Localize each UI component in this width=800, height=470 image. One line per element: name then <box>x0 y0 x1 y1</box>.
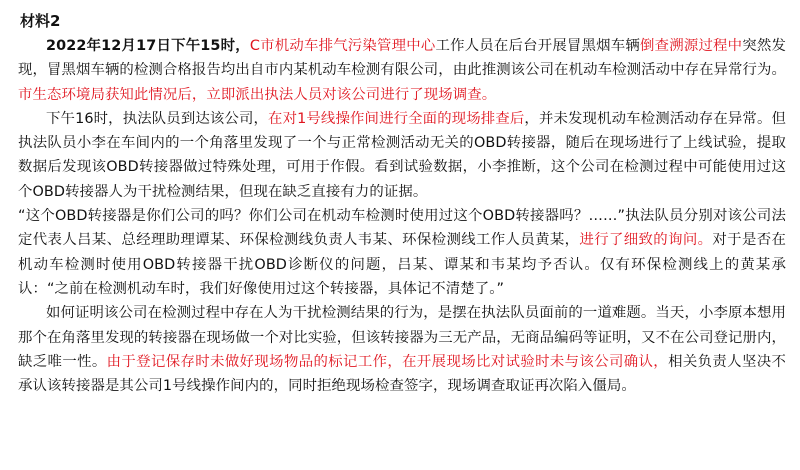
paragraph-2 <box>18 107 786 204</box>
paragraph-3 <box>18 204 786 301</box>
highlighted-text: 倒查溯源过程中 <box>640 38 743 54</box>
highlighted-text: C市机动车排气污染管理中心 <box>249 38 436 54</box>
body-text: 突然发现，冒黑烟车辆的检测合格报告均出自市内某机动车检测有限公司，由此推测该公司在机动车检测活动中存在异常行为。 <box>18 38 787 79</box>
highlighted-text: 进行了细致的询问。 <box>579 232 713 249</box>
material-title: 材料2 <box>20 12 61 30</box>
body-text: “这个OBD转接器是你们公司的吗？你们公司在机动车检测时使用过这个OBD转接器吗？……”执法队员分别对该公司法定代表人吕某、总经理助理谭某、环保检测线负责人韦某、环保检测线工作人员黄某， <box>18 208 786 249</box>
body-text: 对于是否在机动车检测时使用OBD转接器干扰OBD诊断仪的问题，吕某、谭某和韦某均予否认。仅有环保检测线上的黄某承认：“之前在检测机动车时，我们好像使用过这个转接器，具体记不清楚了。” <box>18 232 786 297</box>
body-text: 下午16时，执法队员到达该公司， <box>46 110 269 127</box>
highlighted-text: 在对1号线操作间进行全面的现场排查后 <box>268 110 525 127</box>
body-text: 如何证明该公司在检测过程中存在人为干扰检测结果的行为，是摆在执法队员面前的一道难题。当天，小李原本想用那个在角落里发现的转接器在现场做一个对比实验，但该转接器为三无产品，无商品编码等证明，又不在公司登记册内，缺乏唯一性。 <box>18 305 787 370</box>
document-body <box>18 34 786 398</box>
highlighted-text: 市生态环境局获知此情况后，立即派出执法人员对该公司进行了现场调查。 <box>18 86 497 103</box>
paragraph-4 <box>18 301 786 398</box>
body-text: 2022年12月17日下午15时， <box>46 38 250 54</box>
paragraph-1 <box>18 34 786 107</box>
highlighted-text: 由于登记保存时未做好现场物品的标记工作，在开展现场比对试验时未与该公司确认， <box>106 353 669 370</box>
body-text: 相关负责人坚决不承认该转接器是其公司1号线操作间内的，同时拒绝现场检查签字，现场调查取证再次陷入僵局。 <box>18 353 786 395</box>
body-text: 工作人员在后台开展冒黑烟车辆 <box>435 38 640 54</box>
body-text: ，并未发现机动车检测活动存在异常。但执法队员小李在车间内的一个角落里发现了一个与正常检测活动无关的OBD转接器，随后在现场进行了上线试验，提取数据后发现该OBD转接器做过特殊处理，可用于作假。看到试验数据，小李推断，这个公司在检测过程中可能使用过这个OBD转接器人为干扰检测结果，但现在缺乏直接有力的证据。 <box>18 110 786 200</box>
